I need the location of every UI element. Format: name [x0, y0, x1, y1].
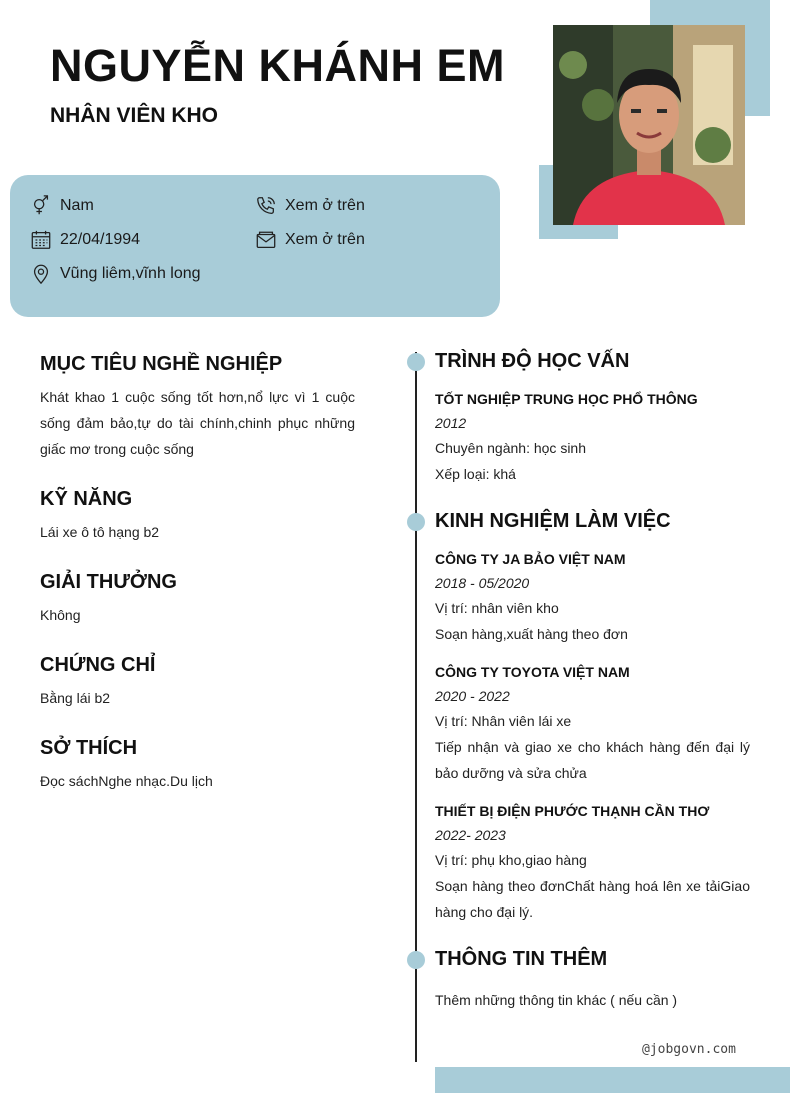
- email-item: [255, 229, 365, 251]
- objective-title: MỤC TIÊU NGHỀ NGHIỆP: [40, 353, 283, 375]
- phone-value: Xem ở trên: [285, 197, 365, 214]
- timeline-dot-experience: [407, 513, 425, 531]
- education-major: Chuyên ngành: học sinh: [435, 440, 586, 456]
- education-grade: Xếp loại: khá: [435, 466, 516, 482]
- footer-decoration: [435, 1067, 790, 1093]
- job-description: Soạn hàng,xuất hàng theo đơn: [435, 626, 628, 642]
- birthday-item: [30, 229, 140, 251]
- awards-title: GIẢI THƯỞNG: [40, 571, 177, 593]
- job-period: 2022- 2023: [435, 827, 506, 843]
- job-position: Vị trí: Nhân viên lái xe: [435, 713, 572, 729]
- job-description: Tiếp nhận và giao xe cho khách hàng đến đại lý bảo dưỡng và sửa chửa: [435, 739, 750, 781]
- contact-info-box: [10, 175, 500, 317]
- awards-text: Không: [40, 607, 81, 623]
- email-value: Xem ở trên: [285, 231, 365, 248]
- timeline-dot-extra: [407, 951, 425, 969]
- candidate-name: NGUYỄN KHÁNH EM: [50, 40, 506, 91]
- gender-item: [30, 195, 94, 217]
- watermark: @jobgovn.com: [642, 1042, 736, 1057]
- skills-text: Lái xe ô tô hạng b2: [40, 524, 160, 540]
- job-position: Vị trí: phụ kho,giao hàng: [435, 852, 587, 868]
- education-school: TỐT NGHIỆP TRUNG HỌC PHỔ THÔNG: [435, 391, 698, 407]
- certifications-title: CHỨNG CHỈ: [40, 654, 156, 676]
- address-item: [30, 263, 201, 285]
- job-company: THIẾT BỊ ĐIỆN PHƯỚC THẠNH CẦN THƠ: [435, 803, 710, 819]
- hobbies-title: SỞ THÍCH: [40, 737, 138, 759]
- address-value: Vũng liêm,vĩnh long: [60, 265, 201, 282]
- birthday-value: 22/04/1994: [60, 231, 141, 248]
- extra-info-title: THÔNG TIN THÊM: [435, 948, 608, 970]
- job-period: 2020 - 2022: [435, 688, 510, 704]
- map-pin-icon: [30, 263, 52, 285]
- objective-text: Khát khao 1 cuộc sống tốt hơn,nổ lực vì 1 cuộc sống đảm bảo,tự do tài chính,chinh phục những giấc mơ trong cuộc sống: [40, 389, 355, 457]
- job-company: CÔNG TY TOYOTA VIỆT NAM: [435, 664, 630, 680]
- skills-title: KỸ NĂNG: [40, 488, 133, 510]
- photo-decoration-top: [650, 0, 770, 116]
- certifications-text: Bằng lái b2: [40, 690, 111, 706]
- photo-decoration-bottom: [539, 165, 618, 239]
- calendar-icon: [30, 229, 52, 251]
- timeline-dot-education: [407, 353, 425, 371]
- job-title: NHÂN VIÊN KHO: [50, 104, 219, 127]
- job-company: CÔNG TY JA BẢO VIỆT NAM: [435, 551, 626, 567]
- profile-photo: [553, 25, 745, 225]
- gender-icon: [30, 195, 52, 217]
- gender-value: Nam: [60, 197, 94, 214]
- job-period: 2018 - 05/2020: [435, 575, 530, 591]
- education-title: TRÌNH ĐỘ HỌC VẤN: [435, 350, 630, 372]
- extra-info-text: Thêm những thông tin khác ( nếu cần ): [435, 992, 678, 1008]
- hobbies-text: Đọc sáchNghe nhạc.Du lịch: [40, 773, 213, 789]
- education-year: 2012: [435, 415, 467, 431]
- mail-icon: [255, 229, 277, 251]
- job-description: Soạn hàng theo đơnChất hàng hoá lên xe tảiGiao hàng cho đại lý.: [435, 878, 750, 920]
- job-position: Vị trí: nhân viên kho: [435, 600, 559, 616]
- phone-item: [255, 195, 365, 217]
- experience-title: KINH NGHIỆM LÀM VIỆC: [435, 510, 671, 532]
- phone-icon: [255, 195, 277, 217]
